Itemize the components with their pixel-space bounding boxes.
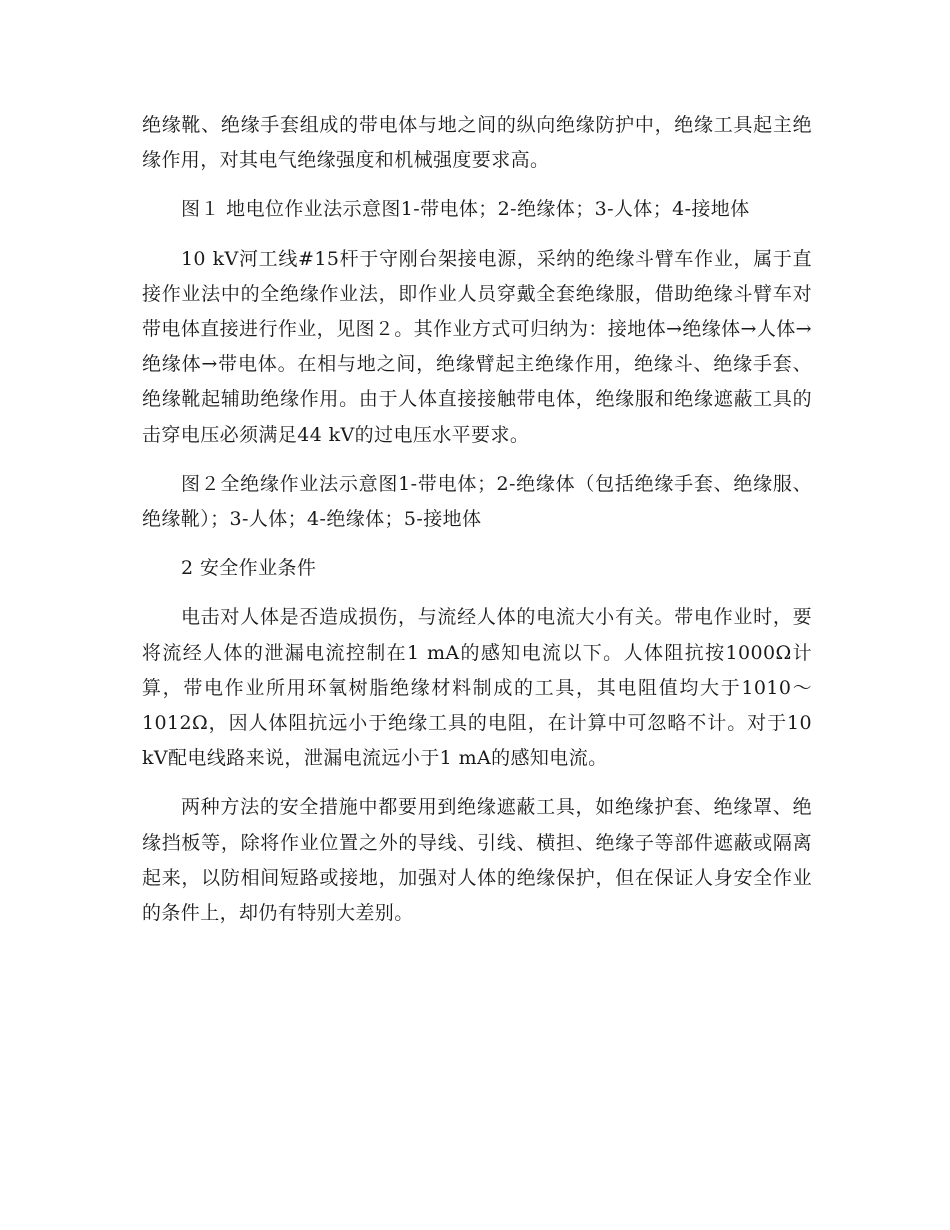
- figure-caption-1: 图１ 地电位作业法示意图1-带电体；2-绝缘体；3-人体；4-接地体: [180, 198, 750, 221]
- paragraph-full-insulation-method: 10 kV河工线#15杆于守刚台架接电源，采纳的绝缘斗臂车作业，属于直接作业法中的全绝缘作业法，即作业人员穿戴全套绝缘服，借助绝缘斗臂车对带电体直接进行作业，见图２。其作业方式可归纳为：接地体→绝缘体→人体→绝缘体→带电体。在相与地之间，绝缘臂起主绝缘作用，绝缘斗、绝缘手套、绝缘靴起辅助绝缘作用。由于人体直接接触带电体，绝缘服和绝缘遮蔽工具的击穿电压必须满足44 kV的过电压水平要求。: [142, 247, 812, 446]
- paragraph-insulation-tools: 绝缘靴、绝缘手套组成的带电体与地之间的纵向绝缘防护中，绝缘工具起主绝缘作用，对其电气绝缘强度和机械强度要求高。: [142, 114, 812, 172]
- paragraph-electric-shock: 电击对人体是否造成损伤，与流经人体的电流大小有关。带电作业时，要将流经人体的泄漏电流控制在1 mA的感知电流以下。人体阻抗按1000Ω计算，带电作业所用环氧树脂绝缘材料制成的工具，其电阻值均大于1010～1012Ω，因人体阻抗远小于绝缘工具的电阻，在计算中可忽略不计。对于10 kV配电线路来说，泄漏电流远小于1 mA的感知电流。: [142, 606, 812, 770]
- paragraph-shielding-tools: 两种方法的安全措施中都要用到绝缘遮蔽工具，如绝缘护套、绝缘罩、绝缘挡板等，除将作业位置之外的导线、引线、横担、绝缘子等部件遮蔽或隔离起来，以防相间短路或接地，加强对人体的绝缘保护，但在保证人身安全作业的条件上，却仍有特别大差别。: [142, 796, 812, 925]
- document-page: [142, 108, 812, 943]
- figure-caption-2: 图２全绝缘作业法示意图1-带电体；2-绝缘体（包括绝缘手套、绝缘服、绝缘靴）；3-人体；4-绝缘体；5-接地体: [142, 472, 812, 531]
- section-heading-safety-conditions: 2 安全作业条件: [180, 557, 317, 580]
